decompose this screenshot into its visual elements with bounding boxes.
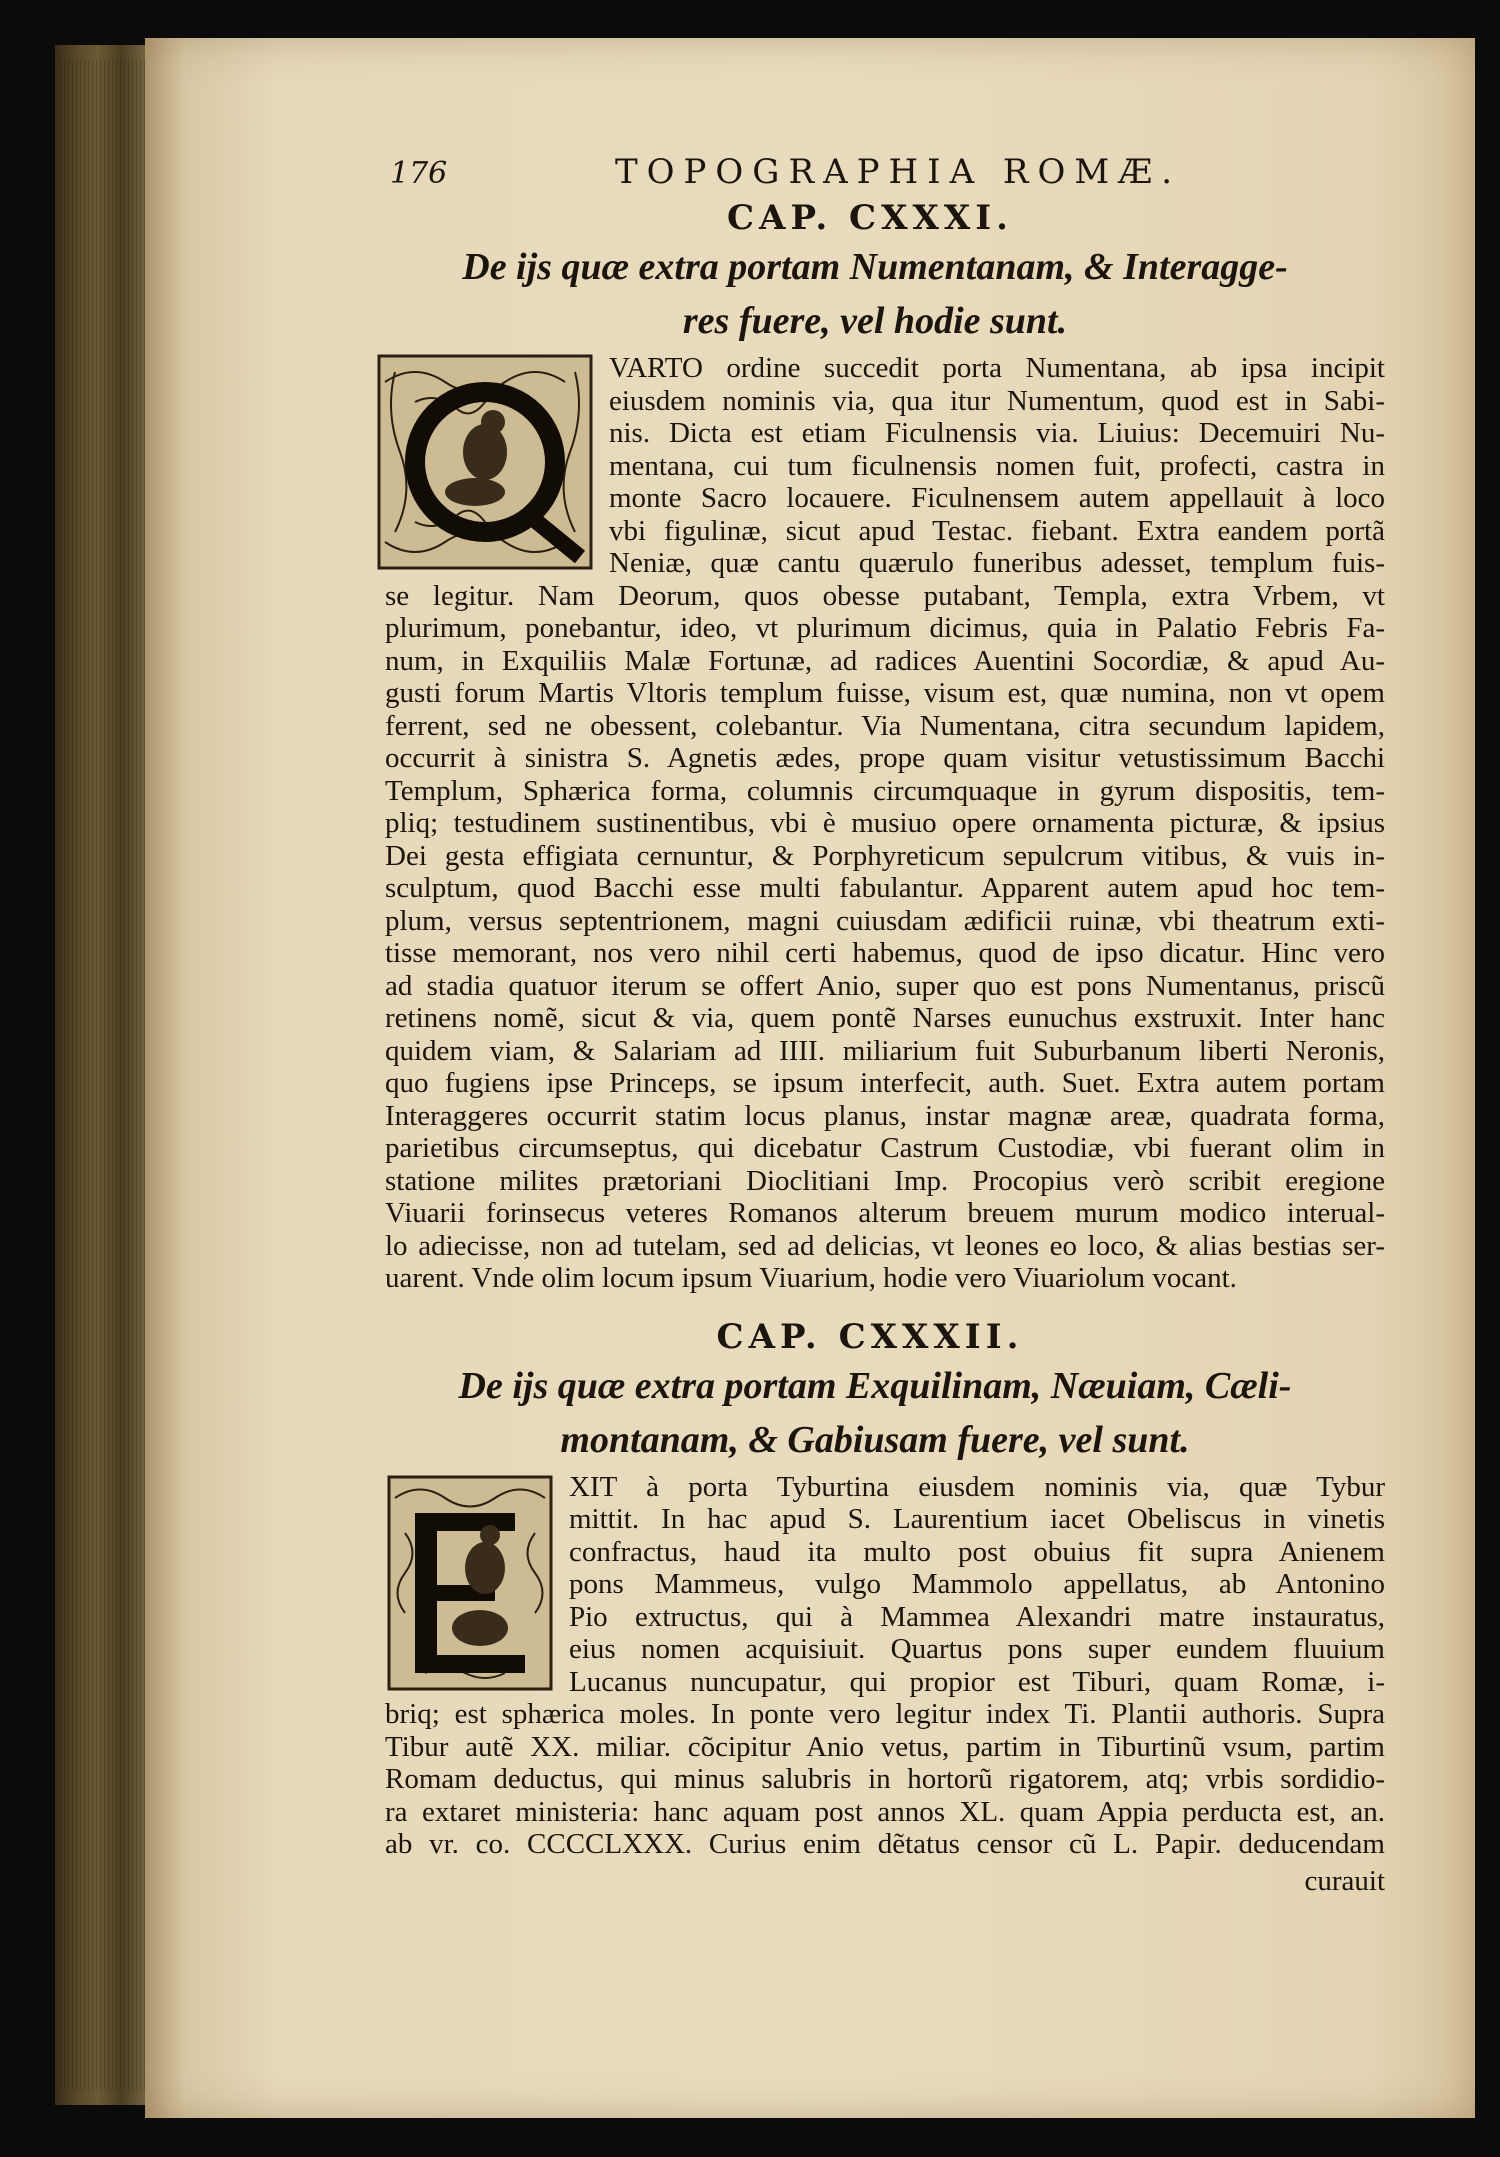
text-line: nis. Dicta est etiam Ficulnensis via. Liuius: Decemuiri Nu- <box>609 417 1385 449</box>
chapter-heading: CAP. CXXXI. <box>727 198 1013 238</box>
text-line: eius nomen acquisiuit. Quartus pons super eundem fluuium <box>569 1633 1385 1665</box>
text-line: Interaggeres occurrit statim locus planus, instar magnæ areæ, quadrata forma, <box>385 1099 1385 1132</box>
text-line: plum, versus septentrionem, magni cuiusdam ædificii ruinæ, vbi theatrum exti- <box>385 904 1385 937</box>
text-line: ferrent, sed ne obessent, colebantur. Via Numentana, citra secundum lapidem, <box>385 709 1385 742</box>
text-line: uarent. Vnde olim locum ipsum Viuarium, hodie vero Viuariolum vocant. <box>385 1262 1237 1294</box>
text-line: Romam deductus, qui minus salubris in hortorũ rigatorem, atq; vrbis sordidio- <box>385 1763 1385 1795</box>
text-line: ra extaret ministeria: hanc aquam post annos XL. quam Appia perducta est, an. <box>385 1795 1385 1828</box>
text-line: monte Sacro locauere. Ficulnensem autem appellauit à loco <box>609 482 1385 514</box>
text-line: mentana, cui tum ficulnensis nomen fuit, profecti, castra in <box>609 449 1385 482</box>
chapter-body <box>385 1471 1385 1861</box>
text-line: Lucanus nuncupatur, qui propior est Tiburi, quam Romæ, i- <box>569 1665 1385 1698</box>
text-line: pons Mammeus, vulgo Mammolo appellatus, ab Antonino <box>569 1568 1385 1600</box>
text-line: plurimum, ponebantur, ideo, vt plurimum dicimus, quia in Palatio Febris Fa- <box>385 612 1385 644</box>
text-line: Tibur autẽ XX. miliar. cõcipitur Anio vetus, partim in Tiburtinũ vsum, partim <box>385 1730 1385 1763</box>
text-line: Neniæ, quæ cantu quærulo funeribus adesset, templum fuis- <box>609 547 1385 579</box>
catchword: curauit <box>1304 1864 1385 1897</box>
text-line: Pio extructus, qui à Mammea Alexandri matre instauratus, <box>569 1600 1385 1633</box>
chapter-title-line: res fuere, vel hodie sunt. <box>682 300 1068 342</box>
chapter-title <box>390 1359 1360 1467</box>
running-header <box>240 150 1360 196</box>
text-line: VARTO ordine succedit porta Numentana, ab ipsa incipit <box>609 352 1385 384</box>
text-line: Dei gesta effigiata cernuntur, & Porphyreticum sepulcrum vitibus, & vuis in- <box>385 839 1385 872</box>
text-line: statione milites prætoriani Dioclitiani Imp. Procopius verò scribit eregione <box>385 1164 1385 1197</box>
text-line: quo fugiens ipse Princeps, se ipsum interfecit, auth. Suet. Extra autem portam <box>385 1067 1385 1099</box>
page-number: 176 <box>390 156 448 191</box>
text-line: occurrit à sinistra S. Agnetis ædes, prope quam visitur vetustissimum Bacchi <box>385 742 1385 774</box>
chapter-title-line: De ijs quæ extra portam Numentanam, & Interagge- <box>462 246 1288 288</box>
text-line: lo adiecisse, non ad tutelam, sed ad delicias, vt leones eo loco, & alias bestias ser- <box>385 1229 1385 1262</box>
text-line: ad stadia quatuor iterum se offert Anio, super quo est pons Numentanus, priscũ <box>385 969 1385 1002</box>
text-line: ab vr. co. CCCCLXXX. Curius enim dẽtatus censor cũ L. Papir. deducendam <box>385 1828 1385 1860</box>
page-stack-lines <box>60 60 145 2090</box>
text-line: briq; est sphærica moles. In ponte vero legitur index Ti. Plantii authoris. Supra <box>385 1698 1385 1730</box>
decorated-initial-icon <box>385 1473 555 1693</box>
text-line: confractus, haud ita multo post obuius fit supra Anienem <box>569 1535 1385 1568</box>
page-content <box>240 150 1385 1898</box>
text-line: mittit. In hac apud S. Laurentium iacet Obeliscus in vinetis <box>569 1503 1385 1535</box>
chapter-title-line: De ijs quæ extra portam Exquilinam, Næuiam, Cæli- <box>458 1364 1292 1407</box>
chapter-title-line: montanam, & Gabiusam fuere, vel sunt. <box>560 1418 1190 1461</box>
woodcut-initial-q <box>375 352 595 572</box>
text-line: Templum, Sphærica forma, columnis circumquaque in gyrum dispositis, tem- <box>385 774 1385 807</box>
text-line: eiusdem nominis via, qua itur Numentum, quod est in Sabi- <box>609 384 1385 417</box>
text-line: quidem viam, & Salariam ad IIII. miliarium fuit Suburbanum liberti Neronis, <box>385 1034 1385 1067</box>
chapter-body <box>385 352 1385 1295</box>
decorated-initial-icon <box>375 352 595 572</box>
text-line: sculptum, quod Bacchi esse multi fabulantur. Apparent autem apud hoc tem- <box>385 872 1385 904</box>
text-line: parietibus circumseptus, qui dicebatur Castrum Custodiæ, vbi fuerant olim in <box>385 1132 1385 1164</box>
text-line: XIT à porta Tyburtina eiusdem nominis via, quæ Tybur <box>569 1470 1385 1503</box>
chapter-title <box>390 240 1360 348</box>
text-line: vbi figulinæ, sicut apud Testac. fiebant. Extra eandem portã <box>609 514 1385 547</box>
text-line: pliq; testudinem sustinentibus, vbi è musiuo opere ornamenta picturæ, & ipsius <box>385 807 1385 839</box>
text-line: tisse memorant, nos vero nihil certi habemus, quod de ipso dicatur. Hinc vero <box>385 937 1385 969</box>
text-line: retinens nomẽ, sicut & via, quem pontẽ Narses eunuchus exstruxit. Inter hanc <box>385 1002 1385 1034</box>
text-line: Viuarii forinsecus veteres Romanos alterum breuem murum modico interual- <box>385 1197 1385 1229</box>
chapter-heading: CAP. CXXXII. <box>716 1316 1024 1357</box>
section-gap <box>240 1295 1360 1315</box>
woodcut-initial-e <box>385 1473 555 1693</box>
text-line: num, in Exquiliis Malæ Fortunæ, ad radices Auentini Socordiæ, & apud Au- <box>385 644 1385 677</box>
text-line: se legitur. Nam Deorum, quos obesse putabant, Templa, extra Vrbem, vt <box>385 579 1385 612</box>
text-line: gusti forum Martis Vltoris templum fuisse, visum est, quæ numina, non vt opem <box>385 677 1385 709</box>
running-title: TOPOGRAPHIA ROMÆ. <box>615 152 1182 192</box>
